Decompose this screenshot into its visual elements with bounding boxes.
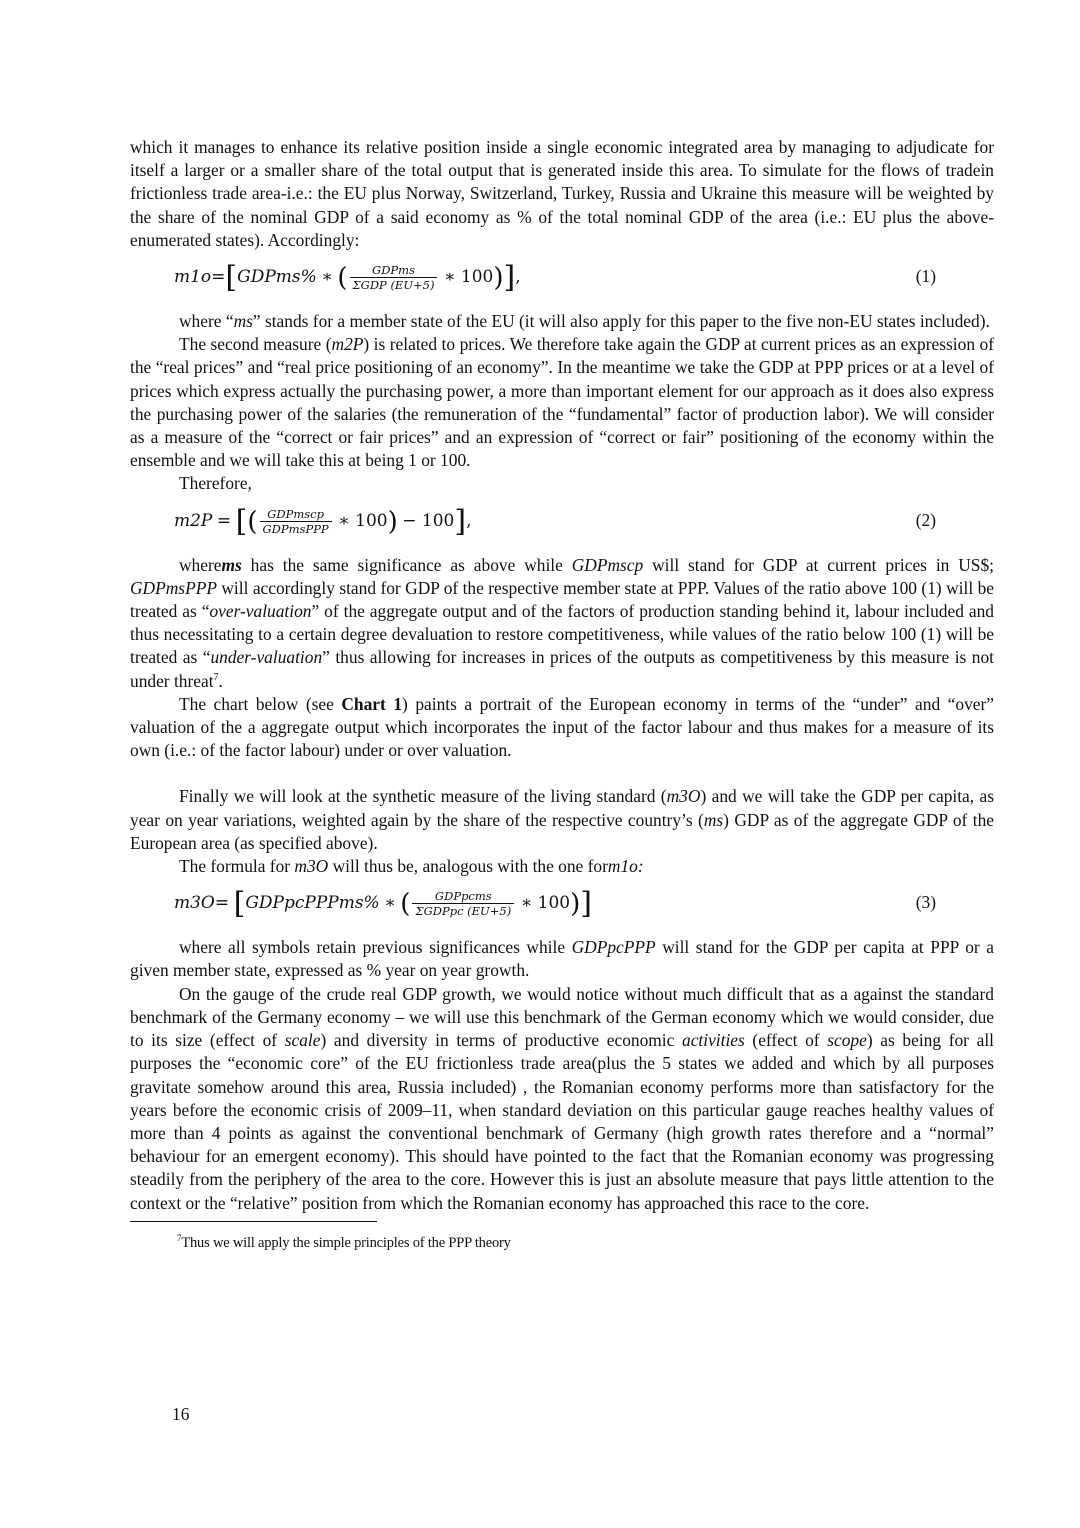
eq3-number: (3) bbox=[915, 892, 936, 913]
eq3-term: GDPpcPPPms% bbox=[245, 893, 380, 914]
paragraph-symbols: where all symbols retain previous significances while GDPpcPPP will stand for the GDP per capita at PPP or a given member state, expressed as % year on year growth. bbox=[130, 937, 994, 981]
paragraph-formula-m3o: The formula for m3O will thus be, analogous with the one form1o: bbox=[179, 856, 644, 877]
eq2-mid: ∗ 100 bbox=[338, 510, 388, 531]
eq1-number: (1) bbox=[915, 266, 936, 287]
eq2-fraction bbox=[260, 508, 332, 536]
eq2-tail: − 100 bbox=[402, 510, 455, 531]
equation-2: m2P = [( $\frac{\text{GDPmscp}}{\text{GDPmsPPP}}$ ∗ 100) − 100], (2) bbox=[174, 503, 936, 539]
eq1-denominator: ΣGDP (EU+5) bbox=[350, 277, 438, 292]
eq1-fraction bbox=[350, 264, 438, 292]
footnote-reference[interactable]: 7 bbox=[213, 671, 219, 683]
eq2-numerator: GDPmscp bbox=[267, 506, 324, 521]
footnote-mark: 7 bbox=[177, 1232, 182, 1243]
eq3-tail: ∗ 100 bbox=[520, 893, 571, 914]
footnote-7 bbox=[177, 1228, 994, 1253]
chart-1-reference[interactable]: Chart 1 bbox=[341, 693, 403, 714]
paragraph-second-measure: The second measure (m2P) is related to prices. We therefore take again the GDP at current prices as an expression of the “real prices” and “real price positioning of an economy”. In the meantime we take the GDP at PPP prices or at a level of prices which express actually the purchasing power, a more than important element for our approach as it does also express the purchasing power of the salaries (the remuneration of the “fundamental” factor of production labor). We will consider as a measure of the “correct or fair prices” and an expression of “correct or fair” positioning of the economy within the ensemble and we will take this at being 1 or 100. bbox=[130, 334, 994, 471]
eq3-fraction bbox=[412, 890, 514, 918]
eq3-denominator: ΣGDPpc (EU+5) bbox=[412, 903, 514, 918]
paragraph-ms-definition: where “ms” stands for a member state of the EU (it will also apply for this paper to the five non-EU states included). bbox=[179, 311, 990, 332]
page-number: 16 bbox=[172, 1404, 190, 1424]
footnote-divider bbox=[130, 1221, 377, 1222]
eq1-term: GDPms% bbox=[237, 267, 317, 288]
paragraph-intro: which it manages to enhance its relative position inside a single economic integrated area by managing to adjudicate for itself a larger or a smaller share of the total output that is generated inside this area. To simulate for the flows of tradein frictionless trade area-i.e.: the EU plus Norway, Switzerland, Turkey, Russia and Ukraine this measure will be weighted by the share of the nominal GDP of a said economy as % of the total nominal GDP of the area (i.e.: EU plus the above-enumerated states). Accordingly: bbox=[130, 137, 994, 250]
eq2-number: (2) bbox=[915, 509, 936, 530]
page-body bbox=[130, 136, 994, 1253]
eq1-tail: ∗ 100 bbox=[443, 267, 494, 288]
paragraph-chart-reference: The chart below (see Chart 1) paints a portrait of the European economy in terms of the “under” and “over” valuation of the a aggregate output which incorporates the input of the factor labour and thus makes for a measure of its own (i.e.: of the factor labour) under or over valuation. bbox=[130, 693, 995, 761]
eq3-numerator: GDPpcms bbox=[434, 889, 492, 904]
footnote-text: Thus we will apply the simple principles of the PPP theory bbox=[181, 1234, 511, 1251]
eq1-lhs: m1o bbox=[174, 267, 212, 288]
paragraph-therefore: Therefore, bbox=[179, 473, 252, 494]
paragraph-gdp-growth: On the gauge of the crude real GDP growth, we would notice without much difficult that as a against the standard benchmark of the Germany economy – we will use this benchmark of the German economy which we would consider, due to its size (effect of scale) and diversity in terms of productive economic activities (effect of scope) as being for all purposes the “economic core” of the EU frictionless trade area(plus the 5 states we added and which by all purposes gravitate somehow around this area, Russia included) , the Romanian economy performs more than satisfactory for the years before the economic crisis of 2009–11, when standard deviation on this particular gauge reaches healthy values of more than 4 points as against the conventional benchmark of Germany (high growth rates therefore and a “normal” behaviour for an emergent economy). This should have pointed to the fact that the Romanian economy was progressing steadily from the periphery of the area to the core. However this is just an absolute measure that pays little attention to the context or the “relative” position from which the Romanian economy has approached this race to the core. bbox=[130, 983, 994, 1213]
eq3-lhs: m3O bbox=[174, 893, 215, 914]
eq2-lhs: m2P bbox=[174, 510, 213, 531]
eq1-numerator: GDPms bbox=[372, 262, 415, 277]
eq2-denominator: GDPmsPPP bbox=[260, 521, 332, 536]
paragraph-living-standard: Finally we will look at the synthetic measure of the living standard (m3O) and we will take the GDP per capita, as year on year variations, weighted again by the share of the respective country’s (ms) GDP as of the aggregate GDP of the European area (as specified above). bbox=[130, 786, 994, 853]
paragraph-valuation: wherems has the same significance as above while GDPmscp will stand for GDP at current prices in US$; GDPmsPPP will accordingly stand for GDP of the respective member state at PPP. Values of the ratio above 100 (1) will be treated as “over-valuation” of the aggregate output and of the factors of production standing behind it, labour included and thus necessitating to a certain degree devaluation to restore competitiveness, while values of the ratio below 100 (1) will be treated as “under-valuation” thus allowing for increases in prices of the outputs as competitiveness by this measure is not under threat$^7$. bbox=[130, 554, 994, 691]
equation-1: m1o=[GDPms% ∗ ( $\frac{\text{GDPms}}{\text{ΣGDP (EU+5)}}$ ∗ 100)], (1) bbox=[174, 259, 936, 295]
equation-3: m3O= [GDPpcPPPms% ∗ ( $\frac{\text{GDPpcms}}{\text{ΣGDPpc (EU+5)}}$ ∗ 100)] (3) bbox=[174, 886, 936, 922]
